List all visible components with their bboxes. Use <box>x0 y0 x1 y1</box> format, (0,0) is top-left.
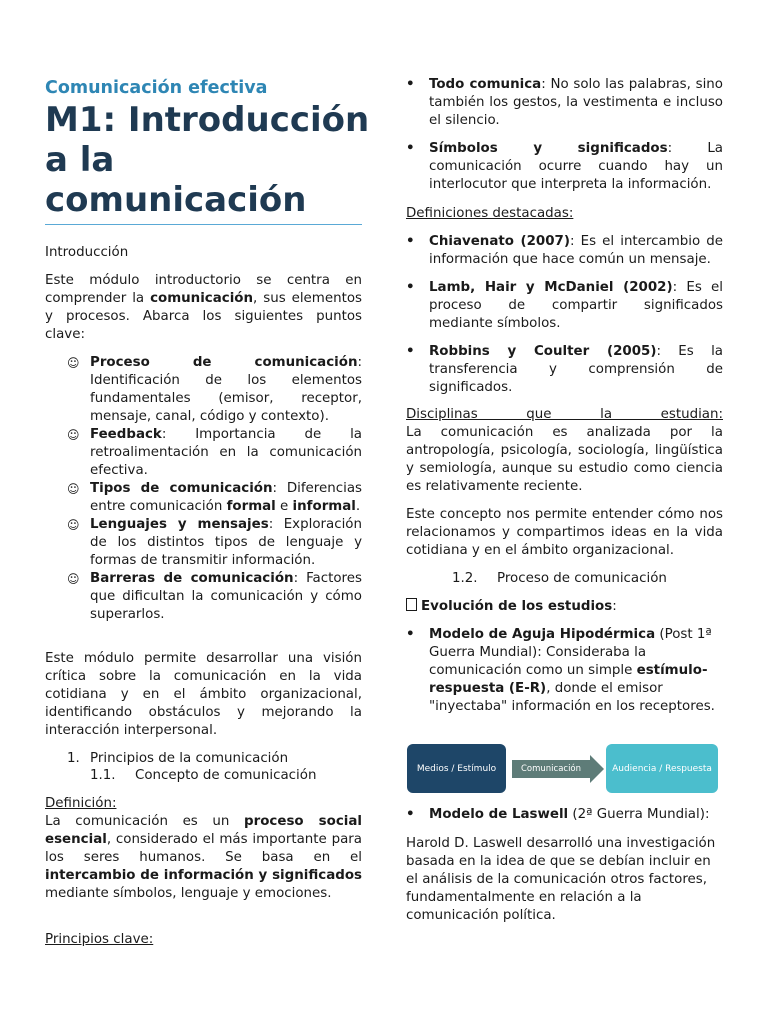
smiley-icon: ☺ <box>67 572 80 586</box>
toc-item: Concepto de comunicación <box>135 768 317 783</box>
page-title: M1: Introducción a la comunicación <box>45 100 370 220</box>
process-diagram <box>406 743 720 795</box>
intro-paragraph: Este módulo introductorio se centra en comprender la comunicación, sus elementos y procesos. Abarca los siguientes puntos clave: <box>45 273 362 342</box>
laswell-paragraph: Harold D. Laswell desarrolló una investigación basada en la idea de que se debían incluir en el análisis de la comunicación otros factores, fundamentalmente en relación a la comunicación política. <box>406 836 716 923</box>
list-item: • Robbins y Coulter (2005): Es la transferencia y comprensión de significados. <box>406 344 724 395</box>
list-item: ☺ Proceso de comunicación: Identificación de los elementos fundamentales (emisor, receptor, mensaje, canal, código y contexto). <box>67 355 362 424</box>
definitions-list <box>406 233 723 397</box>
list-item: • Chiavenato (2007): Es el intercambio de información que hace común un mensaje. <box>406 234 724 267</box>
bullet-icon: • <box>406 141 415 156</box>
smiley-icon: ☺ <box>67 482 80 496</box>
diagram-box-stimulus: Medios / Estímulo <box>407 744 506 793</box>
disciplines-paragraph: La comunicación es analizada por la antropología, psicología, sociología, lingüística y semiología, aunque su estudio como ciencia es relativamente reciente. <box>406 425 723 494</box>
closing-paragraph: Este módulo permite desarrollar una visión crítica sobre la comunicación en la vida cotidiana y en el ámbito organizacional, identificando obstáculos y mejorando la interacción interpersonal. <box>45 651 362 738</box>
arrow-label: Comunicación <box>512 760 590 778</box>
concept-paragraph: Este concepto nos permite entender cómo nos relacionamos y compartimos ideas en la vida cotidiana y en el ámbito organizacional. <box>406 507 723 558</box>
principles-list <box>406 76 723 194</box>
bullet-icon: • <box>406 344 415 359</box>
bullet-icon: • <box>406 280 415 295</box>
list-item: ☺ Feedback: Importancia de la retroalimentación en la comunicación efectiva. <box>67 427 362 478</box>
evolution-icon <box>406 598 417 611</box>
list-item: • Lamb, Hair y McDaniel (2002): Es el proceso de compartir significados mediante símbolos. <box>406 280 723 331</box>
list-item: • Modelo de Aguja Hipodérmica (Post 1ª Guerra Mundial): Consideraba la comunicación como un simple estímulo-respuesta (E-R), donde el emisor "inyectaba" información en los receptores. <box>406 627 715 714</box>
list-item: ☺ Lenguajes y mensajes: Exploración de los distintos tipos de lenguaje y formas de transmitir información. <box>67 517 362 568</box>
bullet-icon: • <box>406 807 415 822</box>
definition-paragraph: La comunicación es un proceso social esencial, considerado el más importante para los seres humanos. Se basa en el intercambio de información y significados mediante símbolos, lenguaje y emociones. <box>45 814 362 901</box>
arrow-head-icon <box>590 755 604 783</box>
title-divider <box>45 224 362 225</box>
principles-heading: Principios clave: <box>45 932 154 947</box>
models-list-2 <box>406 806 723 824</box>
smiley-icon: ☺ <box>67 428 80 442</box>
bullet-icon: • <box>406 234 415 249</box>
diagram-box-response: Audiencia / Respuesta <box>606 744 718 793</box>
section-number: 1.2. <box>452 571 478 586</box>
bullet-icon: • <box>406 627 415 642</box>
toc-number: 1.1. <box>90 768 116 783</box>
models-list-1 <box>406 626 723 716</box>
list-item: ☺ Tipos de comunicación: Diferencias entre comunicación formal e informal. <box>67 481 362 514</box>
list-item: ☺ Barreras de comunicación: Factores que dificultan la comunicación y cómo superarlos. <box>67 571 362 622</box>
smiley-icon: ☺ <box>67 356 80 370</box>
intro-heading: Introducción <box>45 245 129 260</box>
definitions-heading: Definiciones destacadas: <box>406 206 574 221</box>
key-points-list <box>45 354 362 624</box>
bullet-icon: • <box>406 77 415 92</box>
toc-item: Principios de la comunicación <box>90 751 289 766</box>
toc-number: 1. <box>67 751 80 766</box>
diagram-arrow <box>512 755 602 783</box>
evolution-heading: Evolución de los estudios: <box>406 598 723 616</box>
list-item: • Todo comunica: No solo las palabras, sino también los gestos, la vestimenta e incluso el silencio. <box>406 77 723 128</box>
course-kicker: Comunicación efectiva <box>45 78 268 98</box>
list-item: • Modelo de Laswell (2ª Guerra Mundial): <box>406 807 710 822</box>
disciplines-heading: Disciplinas que la estudian: <box>406 407 723 422</box>
section-title: Proceso de comunicación <box>497 571 667 586</box>
list-item: • Símbolos y significados: La comunicación ocurre cuando hay un interlocutor que interpreta la información. <box>406 141 723 192</box>
definition-heading: Definición: <box>45 796 117 811</box>
smiley-icon: ☺ <box>67 518 80 532</box>
